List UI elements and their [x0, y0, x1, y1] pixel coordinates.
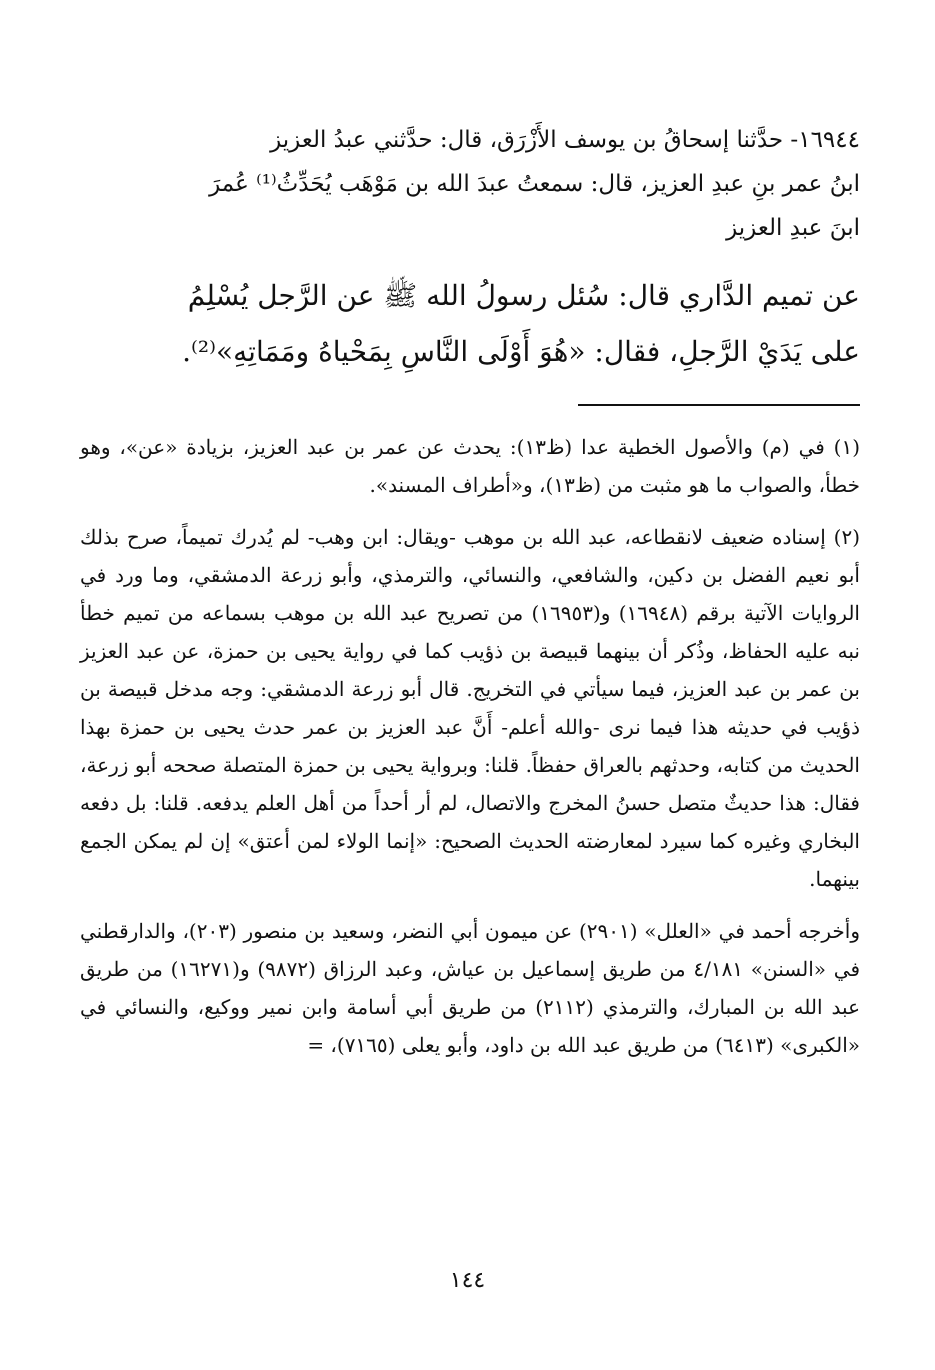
page-body [80, 118, 860, 1064]
hadith-line-1: عن تميم الدَّاري قال: سُئل رسولُ الله ﷺ عن الرَّجل يُسْلِمُ [187, 279, 860, 312]
footnotes [80, 428, 860, 1064]
footnote-divider [578, 404, 860, 406]
isnad-line-3: ابنَ عبدِ العزيز [726, 215, 860, 241]
isnad-line-1: ١٦٩٤٤- حدَّثنا إسحاقُ بن يوسف الأَزْرَق، قال: حدَّثني عبدُ العزيز [270, 127, 860, 153]
hadith-text [80, 268, 860, 380]
page-number: ١٤٤ [449, 1268, 486, 1293]
isnad-block [80, 118, 860, 250]
footnote-2: (٢) إسناده ضعيف لانقطاعه، عبد الله بن موهب -ويقال: ابن وهب- لم يُدرك تميماً، صرح بذلك أبو نعيم الفضل بن دكين، والشافعي، والنسائي، والترمذي، وأبو زرعة الدمشقي، وما ورد في الروايات الآتية برقم (١٦٩٤٨) و(١٦٩٥٣) من تصريح عبد الله بن موهب بسماعه من تميم خطأ نبه عليه الحفاظ، وذُكر أن بينهما قبيصة بن ذؤيب كما في رواية يحيى بن حمزة، عن عبد العزيز بن عمر بن عبد العزيز، فيما سيأتي في التخريج. قال أبو زرعة الدمشقي: وجه مدخل قبيصة بن ذؤيب في حديثه هذا فيما نرى -والله أعلم- أَنَّ عبد العزيز بن عمر حدث يحيى بن حمزة بهذا الحديث من كتابه، وحدثهم بالعراق حفظاً. قلنا: وبرواية يحيى بن حمزة المتصلة صححه أبو زرعة، فقال: هذا حديثٌ متصل حسنُ المخرج والاتصال، لم أر أحداً من أهل العلم يدفعه. قلنا: بل دفعه البخاري وغيره كما سيرد لمعارضته الحديث الصحيح: «إنما الولاء لمن أعتق» إن لم يمكن الجمع بينهما. [80, 525, 860, 891]
isnad-line-2: ابنُ عمر بنِ عبدِ العزيز، قال: سمعتُ عبدَ الله بن مَوْهَب يُحَدِّثُ⁽¹⁾ عُمرَ [209, 171, 860, 197]
hadith-line-2: على يَدَيْ الرَّجلِ، فقال: «هُوَ أَوْلَى النَّاسِ بِمَحْياهُ ومَمَاتِهِ»⁽²⁾. [182, 335, 860, 368]
footnote-2-continued: وأخرجه أحمد في «العلل» (٢٩٠١) عن ميمون أبي النضر، وسعيد بن منصور (٢٠٣)، والدارقطني في «السنن» ٤/١٨١ من طريق إسماعيل بن عياش، وعبد الرزاق (٩٨٧٢) و(١٦٢٧١) من طريق عبد الله بن المبارك، والترمذي (٢١١٢) من طريق أبي أسامة وابن نمير ووكيع، والنسائي في «الكبرى» (٦٤١٣) من طريق عبد الله بن داود، وأبو يعلى (٧١٦٥)، = [80, 919, 860, 1057]
footnote-1: (١) في (م) والأصول الخطية عدا (ظ١٣): يحدث عن عمر بن عبد العزيز، بزيادة «عن»، وهو خطأ، والصواب ما هو مثبت من (ظ١٣)، و«أطراف المسند». [80, 435, 860, 497]
